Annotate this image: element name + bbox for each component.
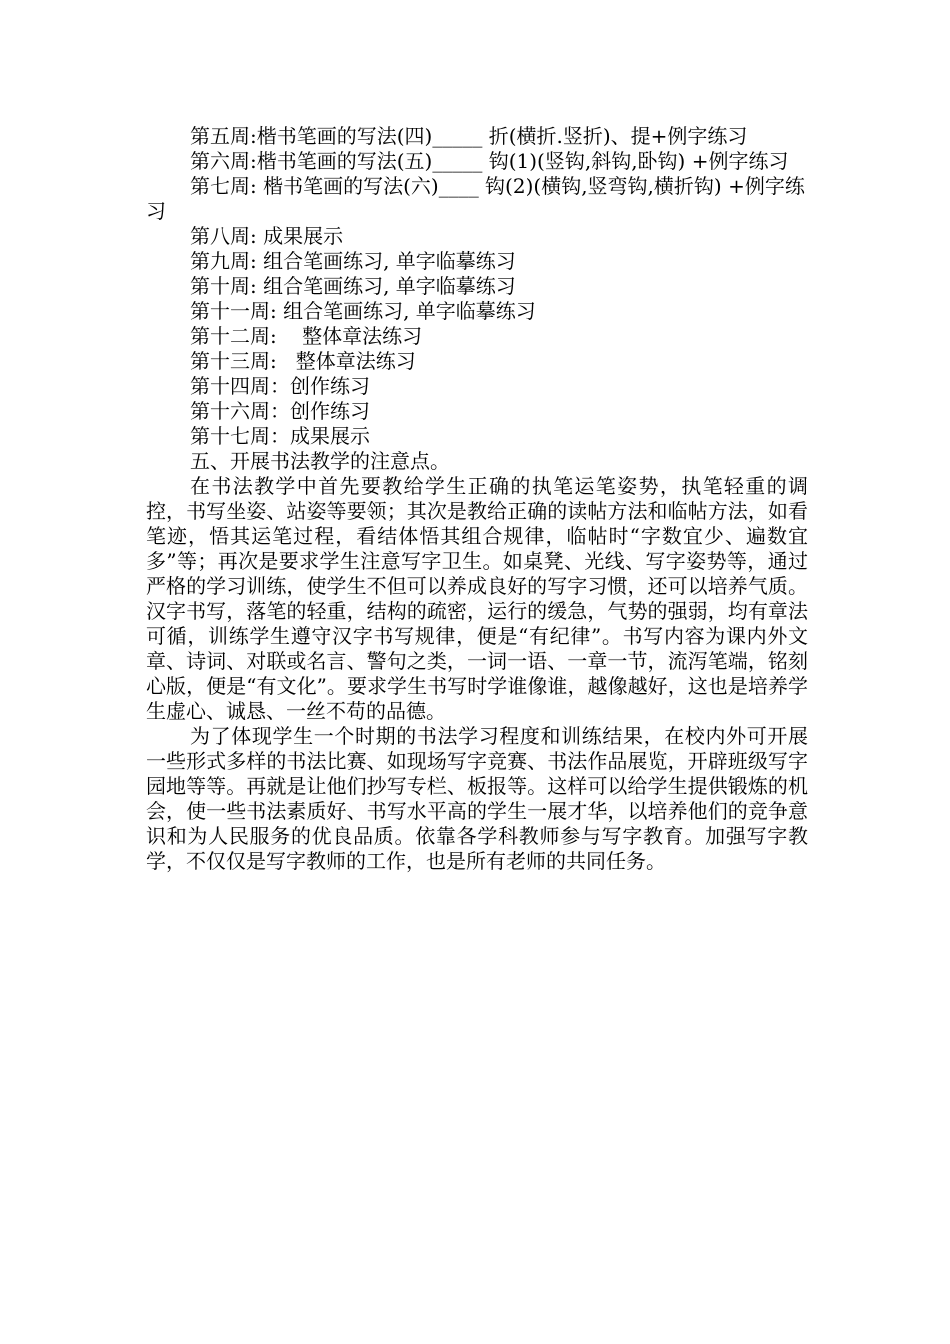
schedule-week-14: 第十四周：创作练习 <box>190 374 370 398</box>
schedule-week-8: 第八周: 成果展示 <box>190 224 344 248</box>
schedule-week-16: 第十六周：创作练习 <box>190 399 370 423</box>
schedule-week-13: 第十三周: 整体章法练习 <box>190 349 416 373</box>
body-paragraph: 为了体现学生一个时期的书法学习程度和训练结果，在校内外可开展一些形式多样的书法比赛、如现场写字竞赛、书法作品展览，开辟班级写字园地等等。再就是让他们抄写专栏、板报等。这样可以给学生提供锻炼的机会，使一些书法素质好、书写水平高的学生一展才华，以培养他们的竞争意识和为人民服务的优良品质。依靠各学科教师参与写字教育。加强写字教学，不仅仅是写字教师的工作，也是所有老师的共同任务。 <box>146 724 808 873</box>
schedule-week-5: 第五周:楷书笔画的写法(四)_____ 折(横折.竖折)、提+例字练习 <box>190 124 748 148</box>
schedule-week-7: 第七周: 楷书笔画的写法(六)____ 钩(2)(横钩,竖弯钩,横折钩) +例字练习 <box>146 174 805 223</box>
schedule-week-12: 第十二周: 整体章法练习 <box>190 324 423 348</box>
schedule-week-10: 第十周: 组合笔画练习, 单字临摹练习 <box>190 274 516 298</box>
schedule-week-9: 第九周: 组合笔画练习, 单字临摹练习 <box>190 249 516 273</box>
schedule-week-11: 第十一周: 组合笔画练习, 单字临摹练习 <box>190 299 536 323</box>
body-paragraph: 在书法教学中首先要教给学生正确的执笔运笔姿势，执笔轻重的调控，书写坐姿、站姿等要领；其次是教给正确的读帖方法和临帖方法，如看笔迹，悟其运笔过程，看结体悟其组合规律，临帖时“字数宜少、遍数宜多”等；再次是要求学生注意写字卫生。如桌凳、光线、写字姿势等，通过严格的学习训练，使学生不但可以养成良好的写字习惯，还可以培养气质。汉字书写，落笔的轻重，结构的疏密，运行的缓急，气势的强弱，均有章法可循，训练学生遵守汉字书写规律，便是“有纪律”。书写内容为课内外文章、诗词、对联或名言、警句之类，一词一语、一章一节，流泻笔端，铭刻心版，便是“有文化”。要求学生书写时学谁像谁，越像越好，这也是培养学生虚心、诚恳、一丝不苟的品德。 <box>146 474 808 723</box>
section-heading: 五、开展书法教学的注意点。 <box>190 449 450 473</box>
document-body <box>146 124 808 874</box>
schedule-week-17: 第十七周：成果展示 <box>190 424 370 448</box>
schedule-week-6: 第六周:楷书笔画的写法(五)_____ 钩(1)(竖钩,斜钩,卧钩) +例字练习 <box>190 149 789 173</box>
